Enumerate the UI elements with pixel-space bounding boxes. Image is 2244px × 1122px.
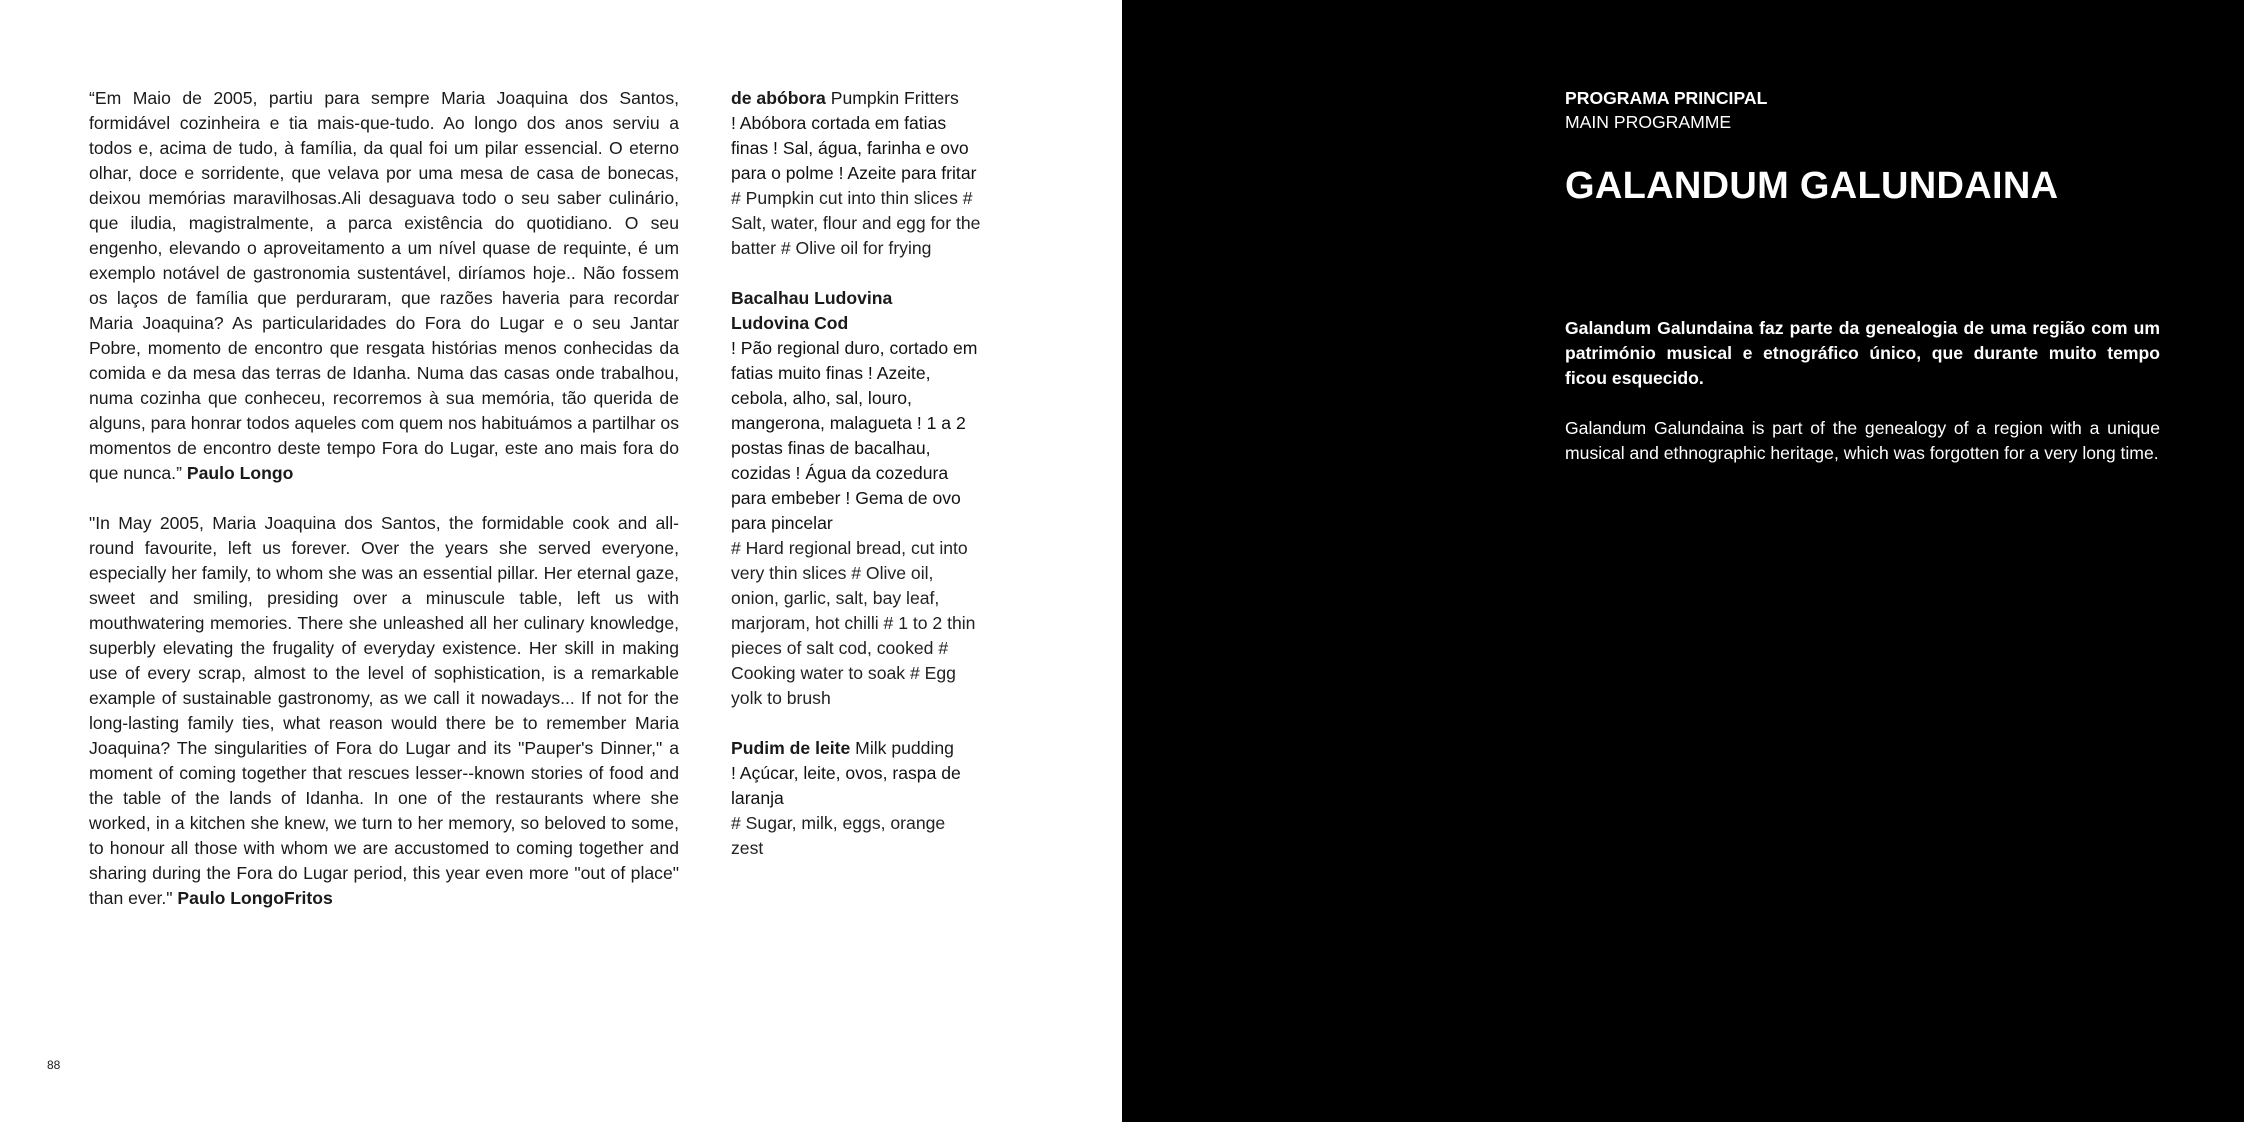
main-text-column	[89, 86, 679, 911]
pt-quote-author: Paulo Longo	[186, 463, 294, 483]
recipe-bacalhau-ludovina	[731, 286, 981, 711]
intro-text	[1565, 316, 2160, 466]
recipe-ingredients-pt: ! Pão regional duro, cortado em fatias muito finas ! Azeite, cebola, alho, sal, louro, mangerona, malagueta ! 1 a 2 postas finas de bacalhau, cozidas ! Água da cozedura para embeber ! Gema de ovo para pincelar	[731, 338, 978, 533]
recipe-title-en: Pumpkin Fritters	[830, 88, 959, 108]
intro-pt: Galandum Galundaina faz parte da genealogia de uma região com um património musical e etnográfico único, que durante muito tempo ficou esquecido.	[1565, 318, 2160, 388]
programme-header	[1565, 86, 2160, 466]
intro-en: Galandum Galundaina is part of the genealogy of a region with a unique musical and ethnographic heritage, which was forgotten for a very long time.	[1565, 418, 2160, 463]
recipe-ingredients-en: # Hard regional bread, cut into very thin slices # Olive oil, onion, garlic, salt, bay leaf, marjoram, hot chilli # 1 to 2 thin pieces of salt cod, cooked # Cooking water to soak # Egg yolk to brush	[731, 538, 976, 708]
portuguese-quote	[89, 86, 679, 486]
page-number: 88	[47, 1058, 61, 1072]
recipe-title-pt: Pudim de leite	[731, 738, 851, 758]
english-quote	[89, 511, 679, 911]
recipe-ingredients-pt: ! Abóbora cortada em fatias finas ! Sal, água, farinha e ovo para o polme ! Azeite para fritar	[731, 113, 977, 183]
recipe-title-pt: Bacalhau Ludovina	[731, 288, 893, 308]
recipe-title	[731, 736, 981, 761]
recipe-ingredients-en: # Sugar, milk, eggs, orange zest	[731, 813, 946, 858]
recipe-title-pt: de abóbora	[731, 88, 826, 108]
en-quote-body: "In May 2005, Maria Joaquina dos Santos, the formidable cook and all-round favourite, left us forever. Over the years she served everyone, especially her family, to whom she was an essential pillar. Her eternal gaze, sweet and smiling, presiding over a minuscule table, left us with mouthwatering memories. There she unleashed all her culinary knowledge, superbly elevating the frugality of everyday existence. Her skill in making use of every scrap, almost to the level of sophistication, is a remarkable example of sustainable gastronomy, as we call it nowadays... If not for the long-lasting family ties, what reason would there be to remember Maria Joaquina? The singularities of Fora do Lugar and its "Pauper's Dinner," a moment of coming together that rescues lesser--known stories of food and the table of the lands of Idanha. In one of the restaurants where she worked, in a kitchen she knew, we turn to her memory, so beloved to some, to honour all those with whom we are accustomed to coming together and sharing during the Fora do Lugar period, this year even more "out of place" than ever."	[89, 513, 679, 908]
recipe-title-en: Ludovina Cod	[731, 313, 849, 333]
section-label-en: MAIN PROGRAMME	[1565, 112, 1732, 132]
recipe-ingredients-en: # Pumpkin cut into thin slices # Salt, water, flour and egg for the batter # Olive oil for frying	[731, 188, 981, 258]
pt-quote-body: “Em Maio de 2005, partiu para sempre Maria Joaquina dos Santos, formidável cozinheira e tia mais-que-tudo. Ao longo dos anos serviu a todos e, acima de tudo, à família, da qual foi um pilar essencial. O eterno olhar, doce e sorridente, que velava por uma mesa de casa de bonecas, deixou memórias maravilhosas.Ali desaguava todo o seu saber culinário, que iludia, magistralmente, a parca existência do quotidiano. O seu engenho, elevando o aproveitamento a um nível quase de requinte, é um exemplo notável de gastronomia sustentável, diríamos hoje.. Não fossem os laços de família que perduraram, que razões haveria para recordar Maria Joaquina? As particularidades do Fora do Lugar e o seu Jantar Pobre, momento de encontro que resgata histórias menos conhecidas da comida e da mesa das terras de Idanha. Numa das casas onde trabalhou, numa cozinha que conheceu, recorremos à sua memória, tão querida de alguns, para honrar todos aqueles com quem nos habituámos a partilhar os momentos de encontro deste tempo Fora do Lugar, este ano mais fora do que nunca.”	[89, 88, 679, 483]
recipes-column	[731, 86, 981, 886]
recipe-title	[731, 86, 981, 111]
recipe-pumpkin-fritters	[731, 86, 981, 261]
recipe-milk-pudding	[731, 736, 981, 861]
page-title: GALANDUM GALUNDAINA	[1565, 165, 2059, 207]
section-label-pt: PROGRAMA PRINCIPAL	[1565, 88, 1768, 108]
recipe-ingredients-pt: ! Açúcar, leite, ovos, raspa de laranja	[731, 763, 961, 808]
recipe-title-en: Milk pudding	[855, 738, 954, 758]
en-quote-author: Paulo LongoFritos	[177, 888, 333, 908]
right-page	[1122, 0, 2244, 1122]
